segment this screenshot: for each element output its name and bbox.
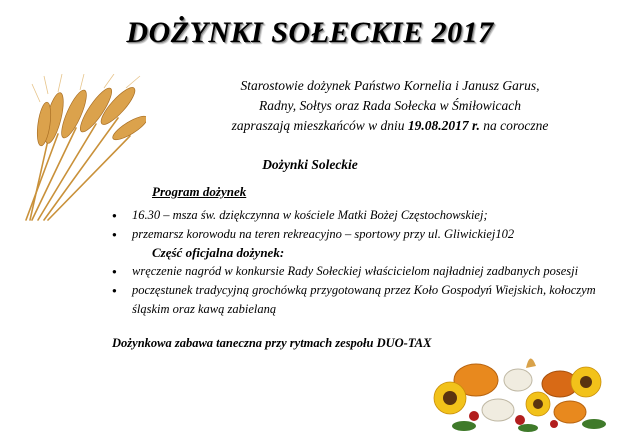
list-item: ● 16.30 – msza św. dziękczynna w kościele Matki Bożej Częstochowskiej; bbox=[112, 206, 582, 225]
list-item: ● wręczenie nagród w konkursie Rady Sołeckiej właścicielom najładniej zadbanych posesji bbox=[112, 262, 597, 281]
invitation-line-3-before: zapraszają mieszkańców w dniu bbox=[231, 118, 408, 133]
invitation-line-1: Starostowie dożynek Państwo Kornelia i Janusz Garus, bbox=[240, 78, 540, 93]
wheat-image bbox=[18, 74, 146, 224]
event-date: 19.08.2017 r. bbox=[407, 118, 480, 133]
list-item: ● przemarsz korowodu na teren rekreacyjno – sportowy przy ul. Gliwickiej102 bbox=[112, 225, 582, 244]
page-title: DOŻYNKI SOŁECKIE 2017 bbox=[126, 16, 494, 49]
closing-text: Dożynkowa zabawa taneczna przy rytmach zespołu DUO-TAX bbox=[112, 336, 432, 350]
event-name: Dożynki Soleckie bbox=[262, 157, 358, 172]
invitation-line-2: Radny, Sołtys oraz Rada Sołecka w Śmiłowicach bbox=[258, 98, 522, 113]
program-heading: Program dożynek bbox=[152, 184, 247, 199]
harvest-image bbox=[430, 350, 608, 434]
list-item: ● poczęstunek tradycyjną grochówką przygotowaną przez Koło Gospodyń Wiejskich, kołoczym śląskim oraz kawą zabielaną bbox=[112, 281, 597, 319]
invitation-line-3-after: na coroczne bbox=[479, 118, 549, 133]
invitation-text bbox=[215, 76, 565, 136]
official-list bbox=[112, 262, 597, 319]
official-heading: Część oficjalna dożynek: bbox=[152, 245, 285, 260]
invitation-line-3 bbox=[215, 116, 565, 136]
program-list bbox=[112, 206, 582, 244]
